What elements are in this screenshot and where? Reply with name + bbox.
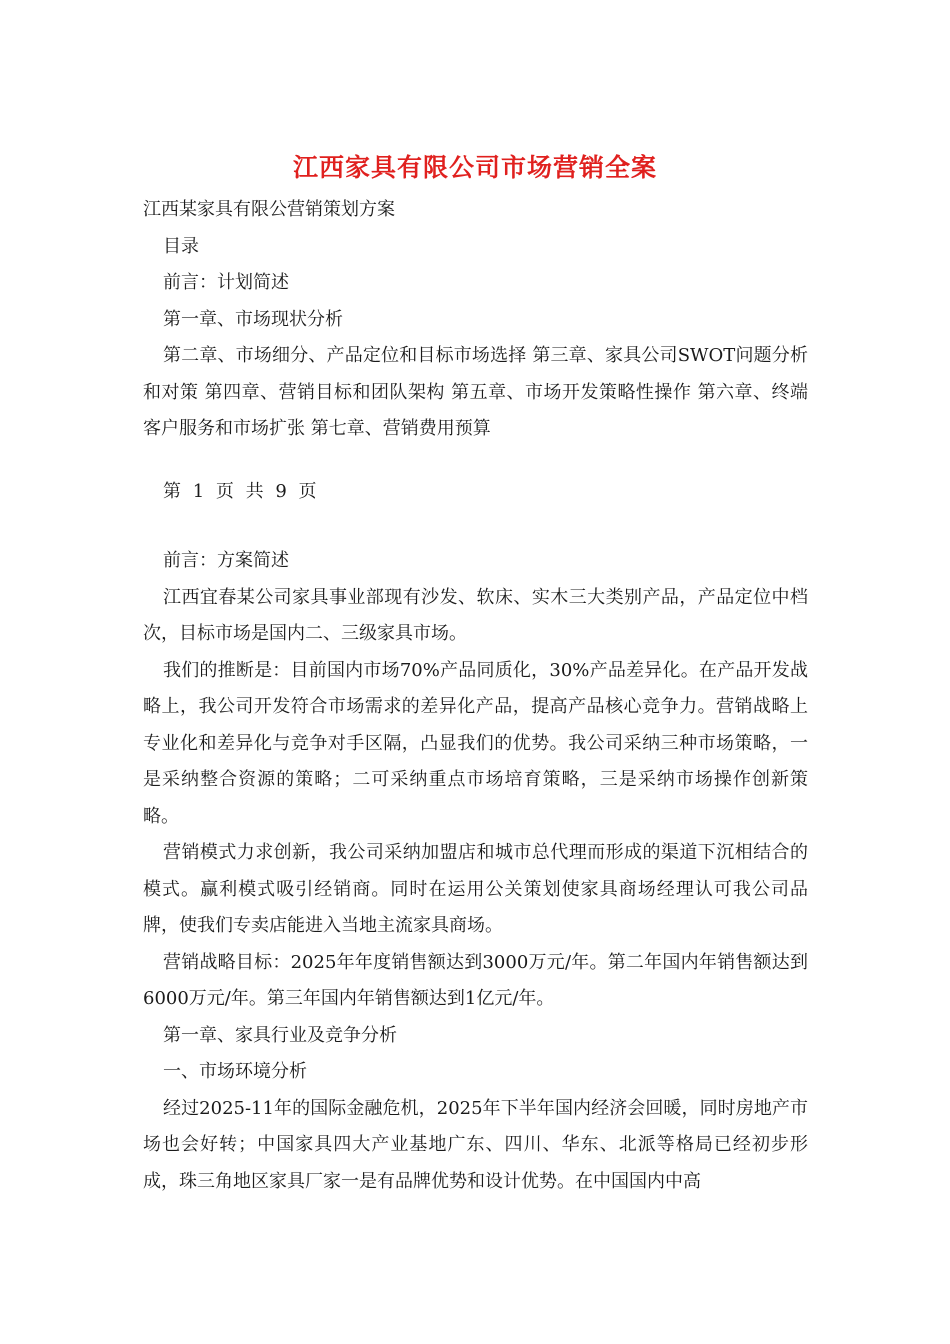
paragraph-intro: 江西宜春某公司家具事业部现有沙发、软床、实木三大类别产品，产品定位中档次，目标市场是国内二、三级家具市场。 (143, 586, 808, 644)
toc-heading: 目录 (163, 235, 199, 257)
document-subtitle: 江西某家具有限公营销策划方案 (143, 199, 395, 220)
chapter1-subheading: 一、市场环境分析 (163, 1061, 307, 1082)
document-title: 江西家具有限公司市场营销全案 (292, 153, 657, 182)
chapter1-heading: 第一章、家具行业及竞争分析 (163, 1024, 397, 1046)
paragraph-marketing-model: 营销模式力求创新，我公司采纳加盟店和城市总代理而形成的渠道下沉相结合的模式。赢利模式吸引经销商。同时在运用公关策划使家具商场经理认可我公司品牌，使我们专卖店能进入当地主流家具商场。 (143, 842, 808, 936)
toc-paragraph: 第二章、市场细分、产品定位和目标市场选择 第三章、家具公司SWOT问题分析和对策 第四章、营销目标和团队架构 第五章、市场开发策略性操作 第六章、终端客户服务和市场扩张 第七章、营销费用预算 (143, 345, 808, 439)
page-footer: 第 1 页 共 9 页 (163, 481, 317, 502)
main-content (143, 543, 808, 1200)
toc-item-preface: 前言：计划简述 (163, 272, 289, 293)
paragraph-sales-goal: 营销战略目标：2025年年度销售额达到3000万元/年。第二年国内年销售额达到6000万元/年。第三年国内年销售额达到1亿元/年。 (143, 951, 808, 1009)
toc-item-chapter1: 第一章、市场现状分析 (163, 308, 343, 330)
paragraph-judgement: 我们的推断是：目前国内市场70%产品同质化，30%产品差异化。在产品开发战略上，我公司开发符合市场需求的差异化产品，提高产品核心竞争力。营销战略上专业化和差异化与竞争对手区隔，凸显我们的优势。我公司采纳三种市场策略，一是采纳整合资源的策略；二可采纳重点市场培育策略，三是采纳市场操作创新策略。 (143, 659, 808, 827)
section-preface-heading: 前言：方案简述 (163, 550, 289, 571)
paragraph-market-environment: 经过2025-11年的国际金融危机，2025年下半年国内经济会回暖，同时房地产市场也会好转；中国家具四大产业基地广东、四川、华东、北派等格局已经初步形成，珠三角地区家具厂家一是有品牌优势和设计优势。在中国国内中高 (143, 1097, 808, 1192)
toc-block (143, 192, 808, 448)
